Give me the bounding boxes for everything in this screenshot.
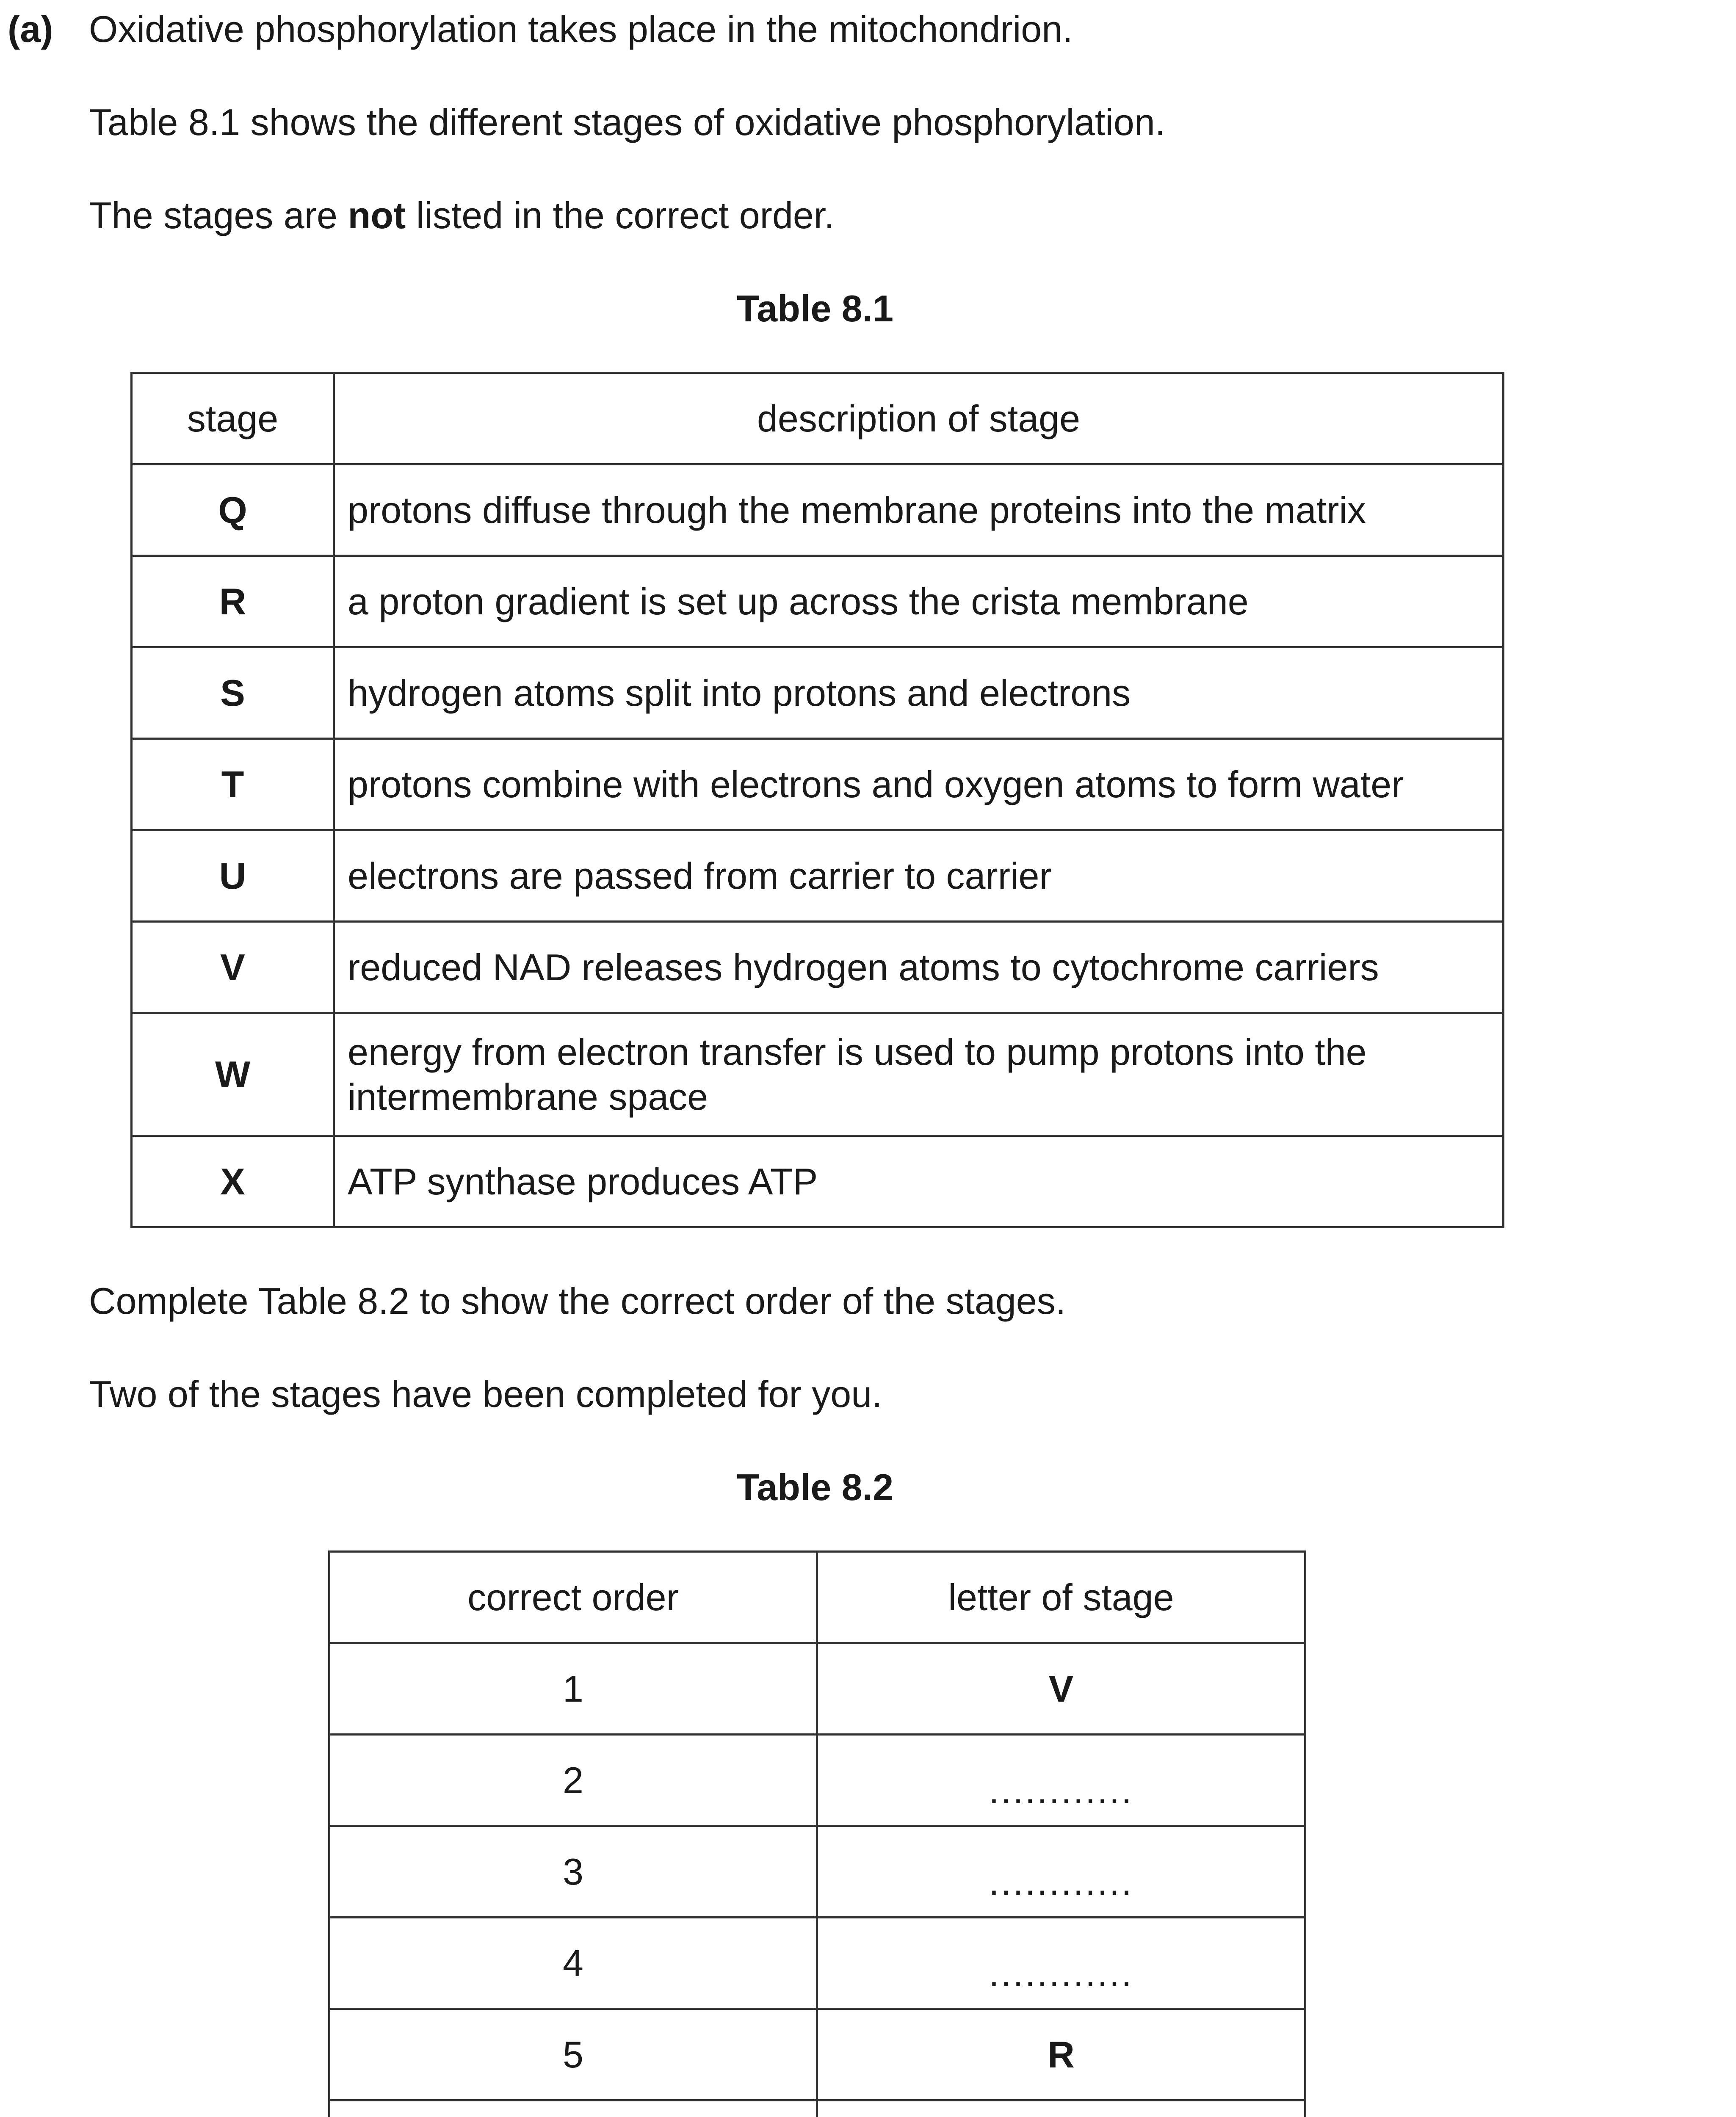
column-header-order: correct order [329,1552,817,1643]
table-header-row [132,373,1504,464]
description-cell: a proton gradient is set up across the crista membrane [334,556,1504,647]
table-8-1-caption: Table 8.1 [736,287,894,329]
stage-cell: W [132,1013,334,1136]
table-row [329,1918,1305,2009]
instruction-text: Complete Table 8.2 to show the correct order of the stages. [89,1280,1066,1322]
stage-cell: V [132,922,334,1013]
stage-cell: U [132,830,334,922]
table-row [329,1735,1305,1826]
stage-cell: X [132,1136,334,1227]
description-line: intermembrane space [348,1075,708,1118]
letter-cell: V [817,1643,1305,1735]
answer-blank[interactable] [817,1826,1305,1918]
table-row [132,464,1504,556]
answer-blank[interactable] [817,2100,1305,2117]
stage-cell: S [132,647,334,739]
table-row [132,647,1504,739]
description-cell: protons combine with electrons and oxygen atoms to form water [334,739,1504,830]
stage-cell: R [132,556,334,647]
answer-dots: ............ [989,1769,1133,1811]
table-row [329,1643,1305,1735]
table-row [132,1013,1504,1136]
order-note-post: listed in the correct order. [406,194,835,236]
order-cell: 5 [329,2009,817,2100]
description-cell: hydrogen atoms split into protons and electrons [334,647,1504,739]
stage-cell: T [132,739,334,830]
answer-blank[interactable] [817,1918,1305,2009]
description-cell: electrons are passed from carrier to carrier [334,830,1504,922]
description-cell: protons diffuse through the membrane proteins into the matrix [334,464,1504,556]
order-cell [329,2100,817,2117]
table-row [329,2009,1305,2100]
order-cell: 1 [329,1643,817,1735]
table-8-2-caption: Table 8.2 [736,1466,894,1508]
table-row [132,922,1504,1013]
answer-dots: ............ [989,1860,1133,1903]
order-note-pre: The stages are [89,194,348,236]
description-cell: reduced NAD releases hydrogen atoms to cytochrome carriers [334,922,1504,1013]
column-header-letter: letter of stage [817,1552,1305,1643]
table-header-row [329,1552,1305,1643]
column-header-description: description of stage [334,373,1504,464]
order-cell: 2 [329,1735,817,1826]
table-row [132,830,1504,922]
table-8-1 [130,372,1504,1228]
table-8-2 [328,1550,1306,2117]
answer-dots: ............ [989,1952,1133,1994]
column-header-stage: stage [132,373,334,464]
table-row [132,1136,1504,1227]
table-row [329,1826,1305,1918]
order-cell: 3 [329,1826,817,1918]
table-row [132,556,1504,647]
answer-blank[interactable] [817,1735,1305,1826]
description-cell [334,1013,1504,1136]
stage-cell: Q [132,464,334,556]
part-a-intro: Oxidative phosphorylation takes place in the mitochondrion. [89,8,1073,50]
completed-note: Two of the stages have been completed for you. [89,1373,882,1415]
table-row [132,739,1504,830]
table-intro: Table 8.1 shows the different stages of oxidative phosphorylation. [89,101,1166,143]
description-cell: ATP synthase produces ATP [334,1136,1504,1227]
letter-cell: R [817,2009,1305,2100]
table-row [329,2100,1305,2117]
order-cell: 4 [329,1918,817,2009]
order-note [89,193,835,238]
part-a-label: (a) [8,8,53,50]
description-line: energy from electron transfer is used to pump protons into the [348,1031,1367,1073]
order-note-bold: not [348,194,406,236]
